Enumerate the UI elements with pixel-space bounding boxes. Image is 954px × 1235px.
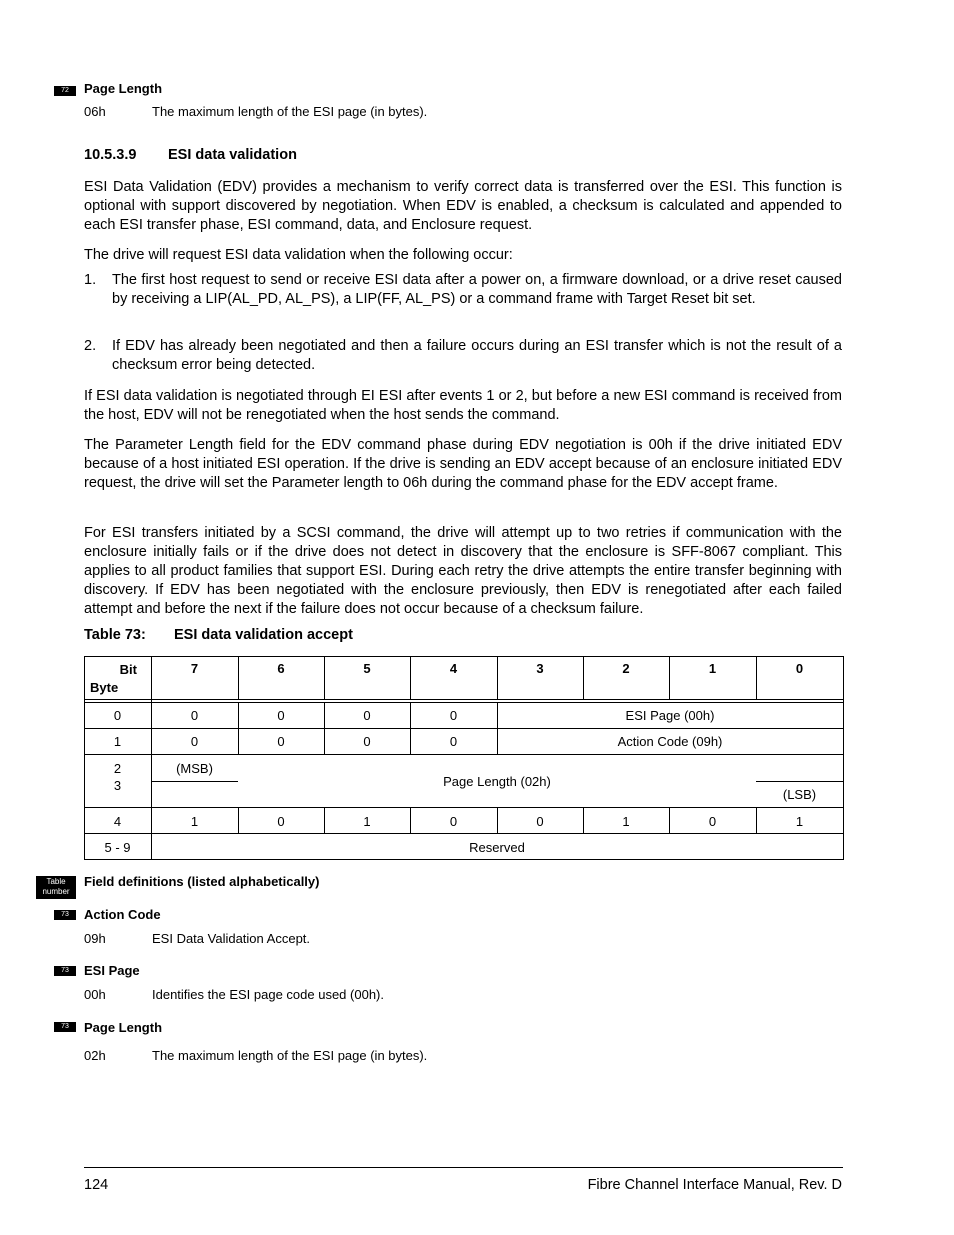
table-rule xyxy=(84,754,844,755)
table-cell: 1 xyxy=(363,814,371,829)
action-code-cell: Action Code (09h) xyxy=(617,734,723,749)
field-value: 02h xyxy=(84,1048,106,1063)
field-definitions-title: Field definitions (listed alphabetically) xyxy=(84,874,320,889)
table-cell: 0 xyxy=(449,734,458,749)
table-cell: 0 xyxy=(536,814,544,829)
table-rule xyxy=(843,656,844,860)
header-bit-6: 6 xyxy=(277,661,285,676)
list-number: 2. xyxy=(84,338,97,354)
paragraph: If ESI data validation is negotiated through EI ESI after events 1 or 2, but before a new ESI command is received from the host, EDV will not be renegotiated when the host sends the command. xyxy=(84,388,842,423)
field-description: The maximum length of the ESI page (in bytes). xyxy=(152,1048,428,1063)
table-cell: 0 xyxy=(277,734,285,749)
byte-label: 4 xyxy=(113,814,122,829)
field-description: Identifies the ESI page code used (00h). xyxy=(152,987,384,1002)
header-bit-3: 3 xyxy=(536,661,544,676)
table-cell: 1 xyxy=(190,814,199,829)
esi-page-cell: ESI Page (00h) xyxy=(625,708,715,723)
paragraph: The Parameter Length field for the EDV command phase during EDV negotiation is 00h if the drive initiated EDV because of a host initiated ESI operation. If the drive is sending an EDV accept because of an enclosure initiated EDV request, the drive will set the Parameter length to 06h during the command phase for the EDV accept frame. xyxy=(84,437,842,491)
table-cell: 0 xyxy=(190,708,199,723)
field-name: Page Length xyxy=(84,81,163,96)
table-cell: 1 xyxy=(622,814,630,829)
table-cell: 0 xyxy=(449,814,458,829)
table-rule xyxy=(151,656,152,860)
table-rule xyxy=(84,833,844,834)
table-number-badge: 72 xyxy=(54,86,76,96)
list-text: If EDV has already been negotiated and then a failure occurs during an ESI transfer which is not the result of a checksum error being detected. xyxy=(112,338,842,373)
table-rule xyxy=(84,728,844,729)
byte-label: 3 xyxy=(113,778,122,793)
table-caption-number: Table 73: xyxy=(84,627,146,643)
footer-rule xyxy=(84,1167,843,1168)
list-number: 1. xyxy=(84,272,97,288)
section-number: 10.5.3.9 xyxy=(84,147,137,163)
section-title: ESI data validation xyxy=(168,147,297,163)
section-heading xyxy=(84,147,297,163)
list-item xyxy=(84,337,842,375)
byte-label: 1 xyxy=(113,734,122,749)
table-rule xyxy=(84,859,844,860)
table-rule xyxy=(84,699,844,700)
lsb-label: (LSB) xyxy=(782,787,817,802)
field-name: Action Code xyxy=(84,907,161,922)
paragraph: The drive will request ESI data validation when the following occur: xyxy=(84,247,513,263)
field-description: ESI Data Validation Accept. xyxy=(152,931,311,946)
header-bit-1: 1 xyxy=(708,661,717,676)
table-number-badge: 73 xyxy=(54,966,76,976)
list-text: The first host request to send or receive ESI data after a power on, a firmware download, or a drive reset caused by receiving a LIP(AL_PD, AL_PS), a LIP(FF, AL_PS) or a command frame with Target Reset bit set. xyxy=(112,272,842,307)
badge-line: Table xyxy=(46,877,66,886)
table-cell: 0 xyxy=(277,814,285,829)
table-cell: 0 xyxy=(190,734,199,749)
table-cell: 0 xyxy=(363,734,371,749)
reserved-cell: Reserved xyxy=(469,840,525,855)
table-caption xyxy=(84,627,353,643)
table-number-badge xyxy=(36,876,76,899)
page-length-cell: Page Length (02h) xyxy=(443,774,551,789)
paragraph: ESI Data Validation (EDV) provides a mechanism to verify correct data is transferred over the ESI. This function is optional with support discovered by negotiation. When EDV is enabled, a checksum is calculated and appended to each ESI transfer phase, ESI command, data, and Enclosure request. xyxy=(84,179,842,233)
table-rule xyxy=(84,656,85,860)
field-value: 09h xyxy=(84,931,106,946)
table-cell: 0 xyxy=(449,708,458,723)
table-number-badge: 73 xyxy=(54,1022,76,1032)
field-name: ESI Page xyxy=(84,963,140,978)
field-name: Page Length xyxy=(84,1020,163,1035)
table-rule xyxy=(84,702,844,703)
table-cell: 0 xyxy=(277,708,285,723)
table-caption-title: ESI data validation accept xyxy=(174,627,353,643)
msb-label: (MSB) xyxy=(176,761,213,776)
header-byte: Byte xyxy=(90,680,119,695)
header-bit-7: 7 xyxy=(190,661,199,676)
byte-label: 5 - 9 xyxy=(104,840,131,855)
table-cell: 0 xyxy=(363,708,371,723)
table-rule xyxy=(84,656,844,657)
header-bit: Bit xyxy=(119,662,137,677)
field-value: 06h xyxy=(84,104,106,119)
page-number: 124 xyxy=(84,1177,109,1193)
field-description: The maximum length of the ESI page (in bytes). xyxy=(152,104,428,119)
byte-label: 2 xyxy=(113,761,122,776)
list-item xyxy=(84,271,842,309)
field-value: 00h xyxy=(84,987,106,1002)
manual-title: Fibre Channel Interface Manual, Rev. D xyxy=(587,1177,842,1193)
table-cell: 1 xyxy=(795,814,804,829)
paragraph: For ESI transfers initiated by a SCSI command, the drive will attempt up to two retries if communication with the enclosure initially fails or if the drive does not detect in discovery that the enclosure is SFF-8067 compliant. This applies to all product families that support ESI. During each retry the drive attempts the entire transfer beginning with discovery. If EDV has been negotiated with the enclosure previously, then EDV is renegotiated after each failed attempt and before the next if the failure does not occur because of a checksum failure. xyxy=(84,525,842,617)
table-rule xyxy=(84,807,844,808)
badge-line: number xyxy=(42,887,70,896)
header-bit-5: 5 xyxy=(363,661,371,676)
header-bit-2: 2 xyxy=(622,661,630,676)
header-bit-0: 0 xyxy=(795,661,804,676)
header-bit-4: 4 xyxy=(449,661,458,676)
table-number-badge: 73 xyxy=(54,910,76,920)
byte-label: 0 xyxy=(113,708,122,723)
table-cell: 0 xyxy=(708,814,717,829)
